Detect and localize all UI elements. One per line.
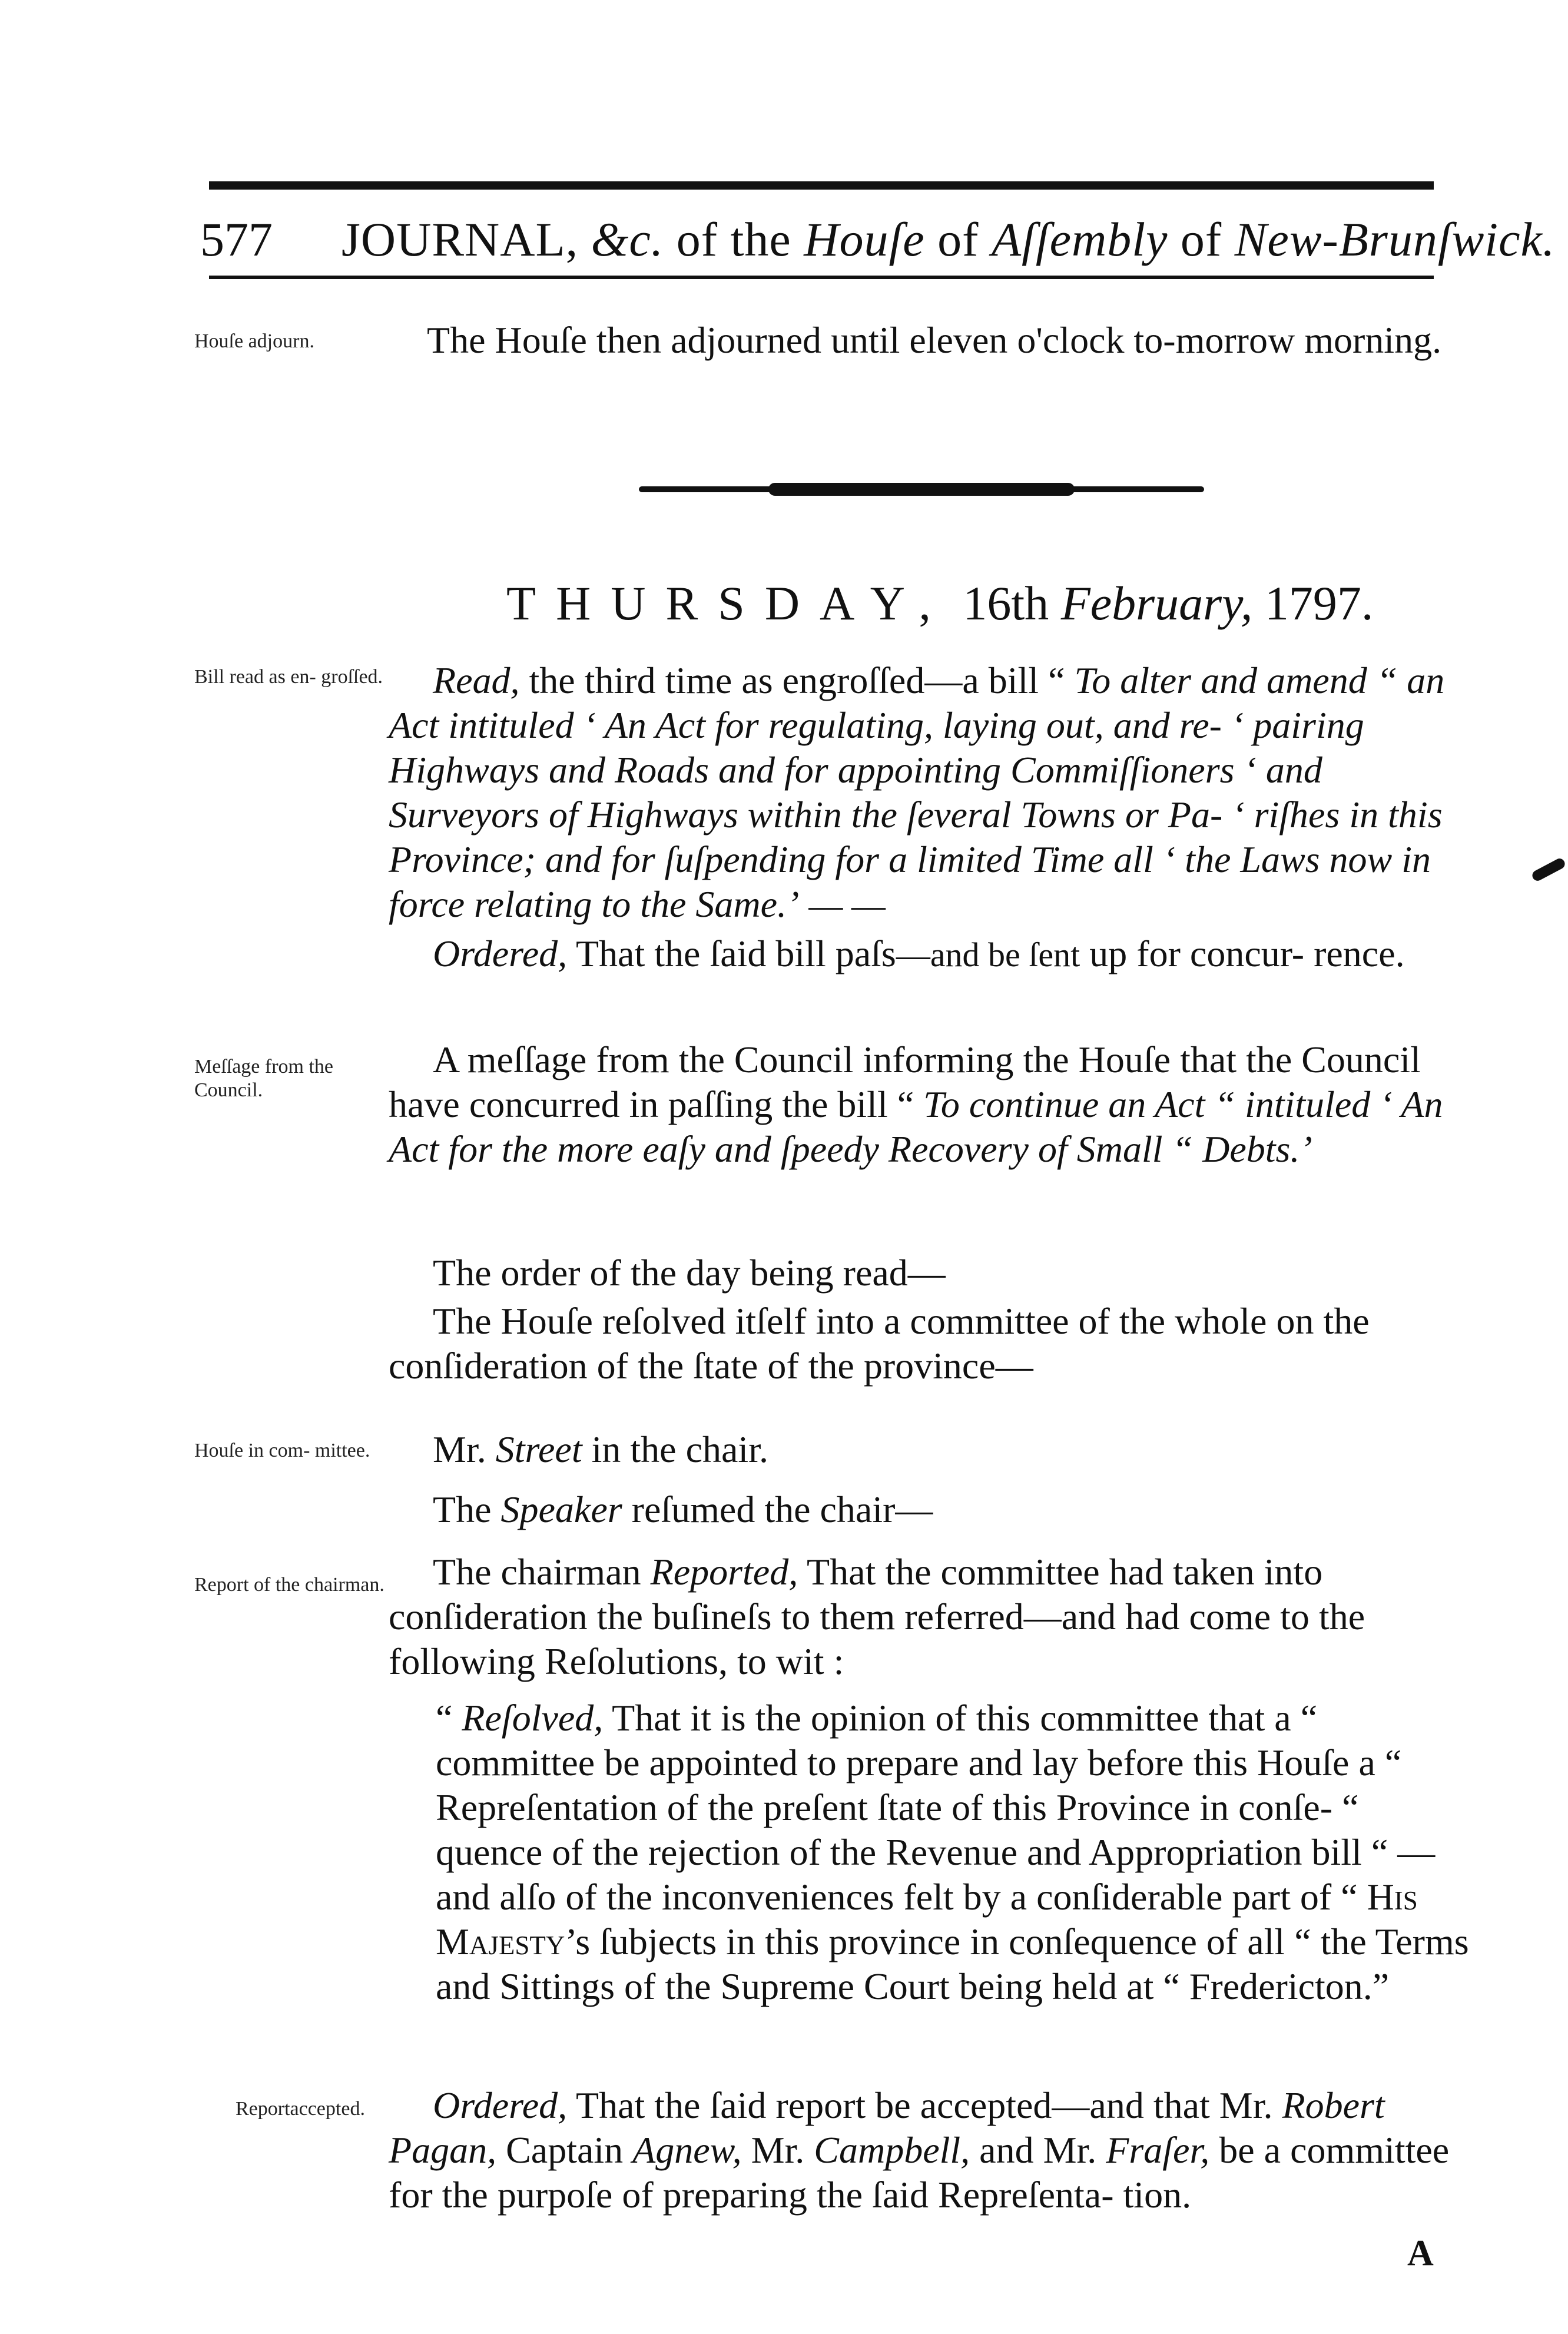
message-bill-title: To continue an Act “ intituled ‘ An Act for the more eaſy and ſpeedy Recovery of Small “ Debts.’	[389, 1083, 1443, 1170]
dateline	[506, 576, 1448, 641]
header-rule	[209, 181, 1434, 190]
ordered-committee-paragraph: Ordered, That the ſaid report be accepted—and that Mr. Robert Pagan, Captain Agnew, Mr. Campbell, and Mr. Fraſer, be a committee for the purpoſe of preparing the ſaid Repreſenta- tion.	[389, 2084, 1450, 2216]
margin-note-report: Report of the chairman.	[194, 1574, 384, 1596]
dateline-day: THURSDAY,	[506, 576, 951, 630]
catchword: A	[1407, 2233, 1434, 2273]
dateline-date: 16th	[963, 576, 1049, 630]
resolution-paragraph: “ Reſolved, That it is the opinion of this committee that a “ committee be appointed to prepare and lay before this Houſe a “ Repreſentation of the preſent ſtate of this Province in conſe- “ quence of the rejection of the Revenue and Appropriation bill “ —and alſo of the inconveniences felt by a conſiderable part of “ His Majesty’s ſubjects in this province in conſequence of all “ the Terms and Sittings of the Supreme Court being held at “ Fredericton.”	[436, 1697, 1469, 2007]
committee-paragraph: The Houſe reſolved itſelf into a committee of the whole on the conſideration of the ſtate of the province—	[389, 1300, 1370, 1387]
dateline-month: February,	[1060, 576, 1253, 630]
margin-note-report-accepted: Reportaccepted.	[236, 2098, 365, 2120]
section-separator	[639, 486, 1204, 492]
read-lead: Read,	[433, 659, 520, 701]
margin-note-committee: Houſe in com- mittee.	[194, 1440, 370, 1461]
header-underline	[209, 276, 1434, 279]
order-of-day: The order of the day being read—	[433, 1252, 946, 1294]
council-message-paragraph: A meſſage from the Council informing the Houſe that the Council have concurred in paſſing the bill “ To continue an Act “ intituled ‘ An Act for the more eaſy and ſpeedy Recovery of Small “ Debts.’	[389, 1039, 1443, 1170]
speaker-paragraph: The Speaker reſumed the chair—	[433, 1488, 933, 1530]
adjourn-paragraph: The Houſe then adjourned until eleven o'clock to-morrow morning.	[427, 319, 1442, 361]
report-paragraph: The chairman Reported, That the committee had taken into conſideration the buſineſs to them referred—and had come to the following Reſolutions, to wit :	[389, 1551, 1365, 1682]
running-title: JOURNAL, &c. of the Houſe of Aſſembly of New-Brunſwick.	[342, 213, 1556, 266]
margin-note-bill-read: Bill read as en- groſſed.	[194, 666, 383, 688]
chair-paragraph: Mr. Street in the chair.	[433, 1428, 768, 1470]
ordered-pass-paragraph: Ordered, That the ſaid bill paſs—and be ſent up for concur- rence.	[433, 933, 1405, 974]
bill-title: To alter and amend “ an Act intituled ‘ An Act for regulating, laying out, and re- ‘ pairing Highways and Roads and for appointing Commiſſioners ‘ and Surveyors of Highways within the ſeveral Towns or Pa- ‘ riſhes in this Province; and for ſuſpending for a limited Time all ‘ the Laws now in force relating to the Same.’	[389, 659, 1445, 925]
bill-reading-paragraph: Read, the third time as engroſſed—a bill “ To alter and amend “ an Act intituled ‘ An Act for regulating, laying out, and re- ‘ pairing Highways and Roads and for appointing Commiſſioners ‘ and Surveyors of Highways within the ſeveral Towns or Pa- ‘ riſhes in this Province; and for ſuſpending for a limited Time all ‘ the Laws now in force relating to the Same.’ — —	[389, 659, 1445, 925]
dateline-year: 1797.	[1264, 576, 1374, 630]
ink-mark	[1530, 857, 1566, 883]
pen-mark: — —	[808, 886, 886, 924]
page-number: 577	[200, 213, 273, 266]
margin-note-message: Meſſage from the Council.	[194, 1056, 334, 1101]
running-header	[200, 212, 1556, 283]
handwritten-insert: —and be ſent	[896, 936, 1080, 974]
margin-note-house-adjourn: Houſe adjourn.	[194, 330, 314, 352]
